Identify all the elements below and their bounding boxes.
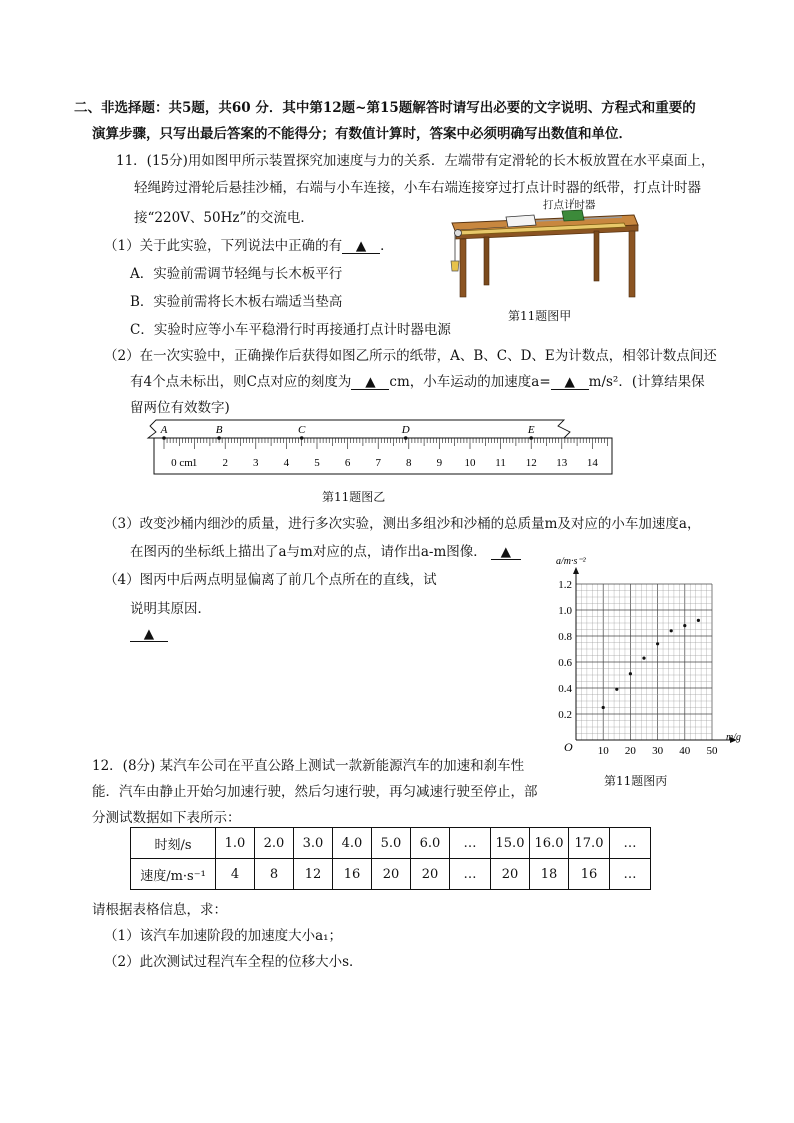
table-leg: [594, 231, 599, 281]
tape-point-label: A: [160, 424, 168, 436]
tape-point-C: [300, 436, 304, 440]
figure-a-timer-label: 打点计时器: [543, 199, 596, 211]
paper-tape: [148, 420, 570, 438]
cart: [506, 215, 536, 227]
data-point: [697, 619, 700, 622]
q12-sub-1: （1）该汽车加速阶段的加速度大小a₁；: [104, 928, 343, 944]
table-cell: 17.0: [569, 828, 610, 859]
q11-part2-line-3: 留两位有效数字): [130, 400, 230, 416]
tape-point-D: [404, 436, 408, 440]
figure-b-caption: 第11题图乙: [322, 490, 386, 504]
table-cell: 6.0: [411, 828, 450, 859]
q11-part4-line-1: （4）图丙中后两点明显偏离了前几个点所在的直线，试: [104, 572, 437, 588]
section-header-line-1: 二、非选择题：共5题，共60 分．其中第12题~第15题解答时请写出必要的文字说明、方程式和重要的: [74, 100, 696, 116]
data-point: [656, 642, 659, 645]
table-cell: 1.0: [216, 828, 255, 859]
table-cell: …: [610, 859, 651, 890]
table-cell: 15.0: [491, 828, 530, 859]
table-cell: 16.0: [530, 828, 569, 859]
table-leg: [460, 239, 466, 297]
x-tick-label: 10: [597, 745, 609, 757]
q12-data-table: [130, 827, 651, 890]
y-axis-arrow: [573, 567, 579, 574]
figure-c-graph: [540, 556, 750, 770]
tape-point-E: [529, 436, 533, 440]
table-cell: 12: [294, 859, 333, 890]
figure-a-apparatus: [444, 195, 644, 310]
table-cell: 4.0: [333, 828, 372, 859]
ruler-label: 12: [525, 457, 537, 469]
data-point: [642, 657, 645, 660]
graph-origin-label: O: [564, 740, 573, 754]
x-tick-label: 40: [679, 745, 691, 757]
q11-option-c: C．实验时应等小车平稳滑行时再接通打点计时器电源: [130, 322, 451, 338]
q12-prompt: 请根据表格信息，求：: [92, 902, 227, 918]
q11-intro-line-3: 接“220V、50Hz”的交流电．: [134, 210, 314, 226]
ruler-label: 4: [283, 457, 290, 469]
answer-blank[interactable]: ▲: [342, 239, 380, 254]
table-leg: [629, 231, 635, 297]
y-tick-label: 0.2: [558, 709, 572, 721]
q11-option-b: B．实验前需将长木板右端适当垫高: [130, 294, 343, 310]
q11-part1-stem: （1）关于此实验，下列说法中正确的有 ▲ ．: [104, 238, 394, 254]
x-tick-label: 30: [652, 745, 664, 757]
sand-bucket: [451, 261, 459, 271]
table-cell: 20: [372, 859, 411, 890]
data-point: [602, 706, 605, 709]
table-cell: 8: [255, 859, 294, 890]
table-cell: 3.0: [294, 828, 333, 859]
x-tick-label: 20: [624, 745, 636, 757]
y-tick-label: 0.6: [558, 657, 572, 669]
table-header-time: 时刻/s: [131, 828, 216, 859]
section-header-line-2: 演算步骤，只写出最后答案的不能得分；有数值计算时，答案中必须明确写出数值和单位．: [92, 126, 632, 142]
y-tick-label: 1.2: [558, 579, 572, 591]
table-cell: 20: [491, 859, 530, 890]
table-cell: 5.0: [372, 828, 411, 859]
q11-part3-line-1: （3）改变沙桶内细沙的质量，进行多次实验，测出多组沙和沙桶的总质量m及对应的小车加速度a，: [104, 516, 701, 532]
q11-part2-line-2: 有4个点未标出，则C点对应的刻度为 ▲ cm，小车运动的加速度a= ▲ m/s²．(计算结果保: [130, 374, 705, 390]
pulley: [455, 230, 462, 237]
x-tick-label: 50: [706, 745, 718, 757]
table-row-time: [131, 828, 651, 859]
answer-blank-c-reading[interactable]: ▲: [351, 375, 389, 390]
data-point: [670, 629, 673, 632]
answer-blank-acceleration[interactable]: ▲: [551, 375, 589, 390]
q12-intro-line-3: 分测试数据如下表所示：: [92, 810, 241, 826]
tape-point-label: D: [401, 424, 410, 436]
y-tick-label: 0.4: [558, 683, 572, 695]
tape-point-B: [217, 436, 221, 440]
q11-part4-line-2: 说明其原因．: [130, 601, 211, 617]
ruler-label: 14: [586, 457, 598, 469]
table-cell: 4: [216, 859, 255, 890]
q11-part2-line-1: （2）在一次实验中，正确操作后获得如图乙所示的纸带，A、B、C、D、E为计数点，相邻计数点间还: [104, 348, 717, 364]
y-tick-label: 0.8: [558, 631, 572, 643]
ruler-label: 8: [406, 457, 412, 469]
q11-part3-line-2: 在图丙的坐标纸上描出了a与m对应的点，请作出a-m图像． ▲: [130, 540, 521, 560]
ruler-label: 11: [495, 457, 506, 469]
table-cell: 2.0: [255, 828, 294, 859]
ruler-label: 7: [375, 457, 381, 469]
ruler-label: 3: [253, 457, 259, 469]
ruler-label: 13: [556, 457, 568, 469]
table-leg: [484, 237, 489, 285]
figure-b-ruler: [140, 418, 618, 478]
tape-point-A: [162, 436, 166, 440]
q11-intro-line-1: 11．(15分)用如图甲所示装置探究加速度与力的关系．左端带有定滑轮的长木板放置在水平桌面上，: [116, 153, 715, 169]
q12-intro-line-2: 能．汽车由静止开始匀加速行驶，然后匀速行驶，再匀减速行驶至停止，部: [92, 784, 538, 800]
figure-a-caption: 第11题图甲: [508, 309, 572, 323]
data-point: [629, 672, 632, 675]
table-cell: 20: [411, 859, 450, 890]
tape-point-label: E: [527, 424, 535, 436]
data-point: [683, 624, 686, 627]
table-cell: 18: [530, 859, 569, 890]
tape-point-label: B: [215, 424, 223, 436]
graph-x-axis-label: m/g: [726, 732, 741, 743]
table-cell: …: [610, 828, 651, 859]
ruler-label: 10: [464, 457, 476, 469]
q12-intro-line-1: 12．(8分) 某汽车公司在平直公路上测试一款新能源汽车的加速和刹车性: [92, 758, 525, 774]
answer-blank-reason[interactable]: ▲: [130, 627, 168, 642]
ruler-label: 2: [222, 457, 228, 469]
ruler-label: 0 cm: [171, 457, 193, 469]
table-header-velocity: 速度/m·s⁻¹: [131, 859, 216, 890]
table-cell: 16: [333, 859, 372, 890]
q11-option-a: A．实验前需调节轻绳与长木板平行: [130, 266, 343, 282]
table-cell: 16: [569, 859, 610, 890]
figure-c-caption: 第11题图丙: [604, 774, 668, 788]
table-row-velocity: [131, 859, 651, 890]
table-cell: …: [450, 828, 491, 859]
data-point: [615, 688, 618, 691]
graph-y-axis-label: a/m·s⁻²: [556, 556, 586, 567]
q12-sub-2: （2）此次测试过程汽车全程的位移大小s．: [104, 954, 363, 970]
table-cell: …: [450, 859, 491, 890]
ruler-label: 5: [314, 457, 320, 469]
y-tick-label: 1.0: [558, 605, 572, 617]
answer-blank-graph[interactable]: ▲: [491, 545, 521, 560]
ruler-label: 1: [191, 457, 198, 469]
ruler-label: 9: [436, 457, 443, 469]
ruler-label: 6: [344, 457, 351, 469]
q11-intro-line-2: 轻绳跨过滑轮后悬挂沙桶，右端与小车连接，小车右端连接穿过打点计时器的纸带，打点计时器: [134, 180, 701, 196]
tape-point-label: C: [298, 424, 306, 436]
